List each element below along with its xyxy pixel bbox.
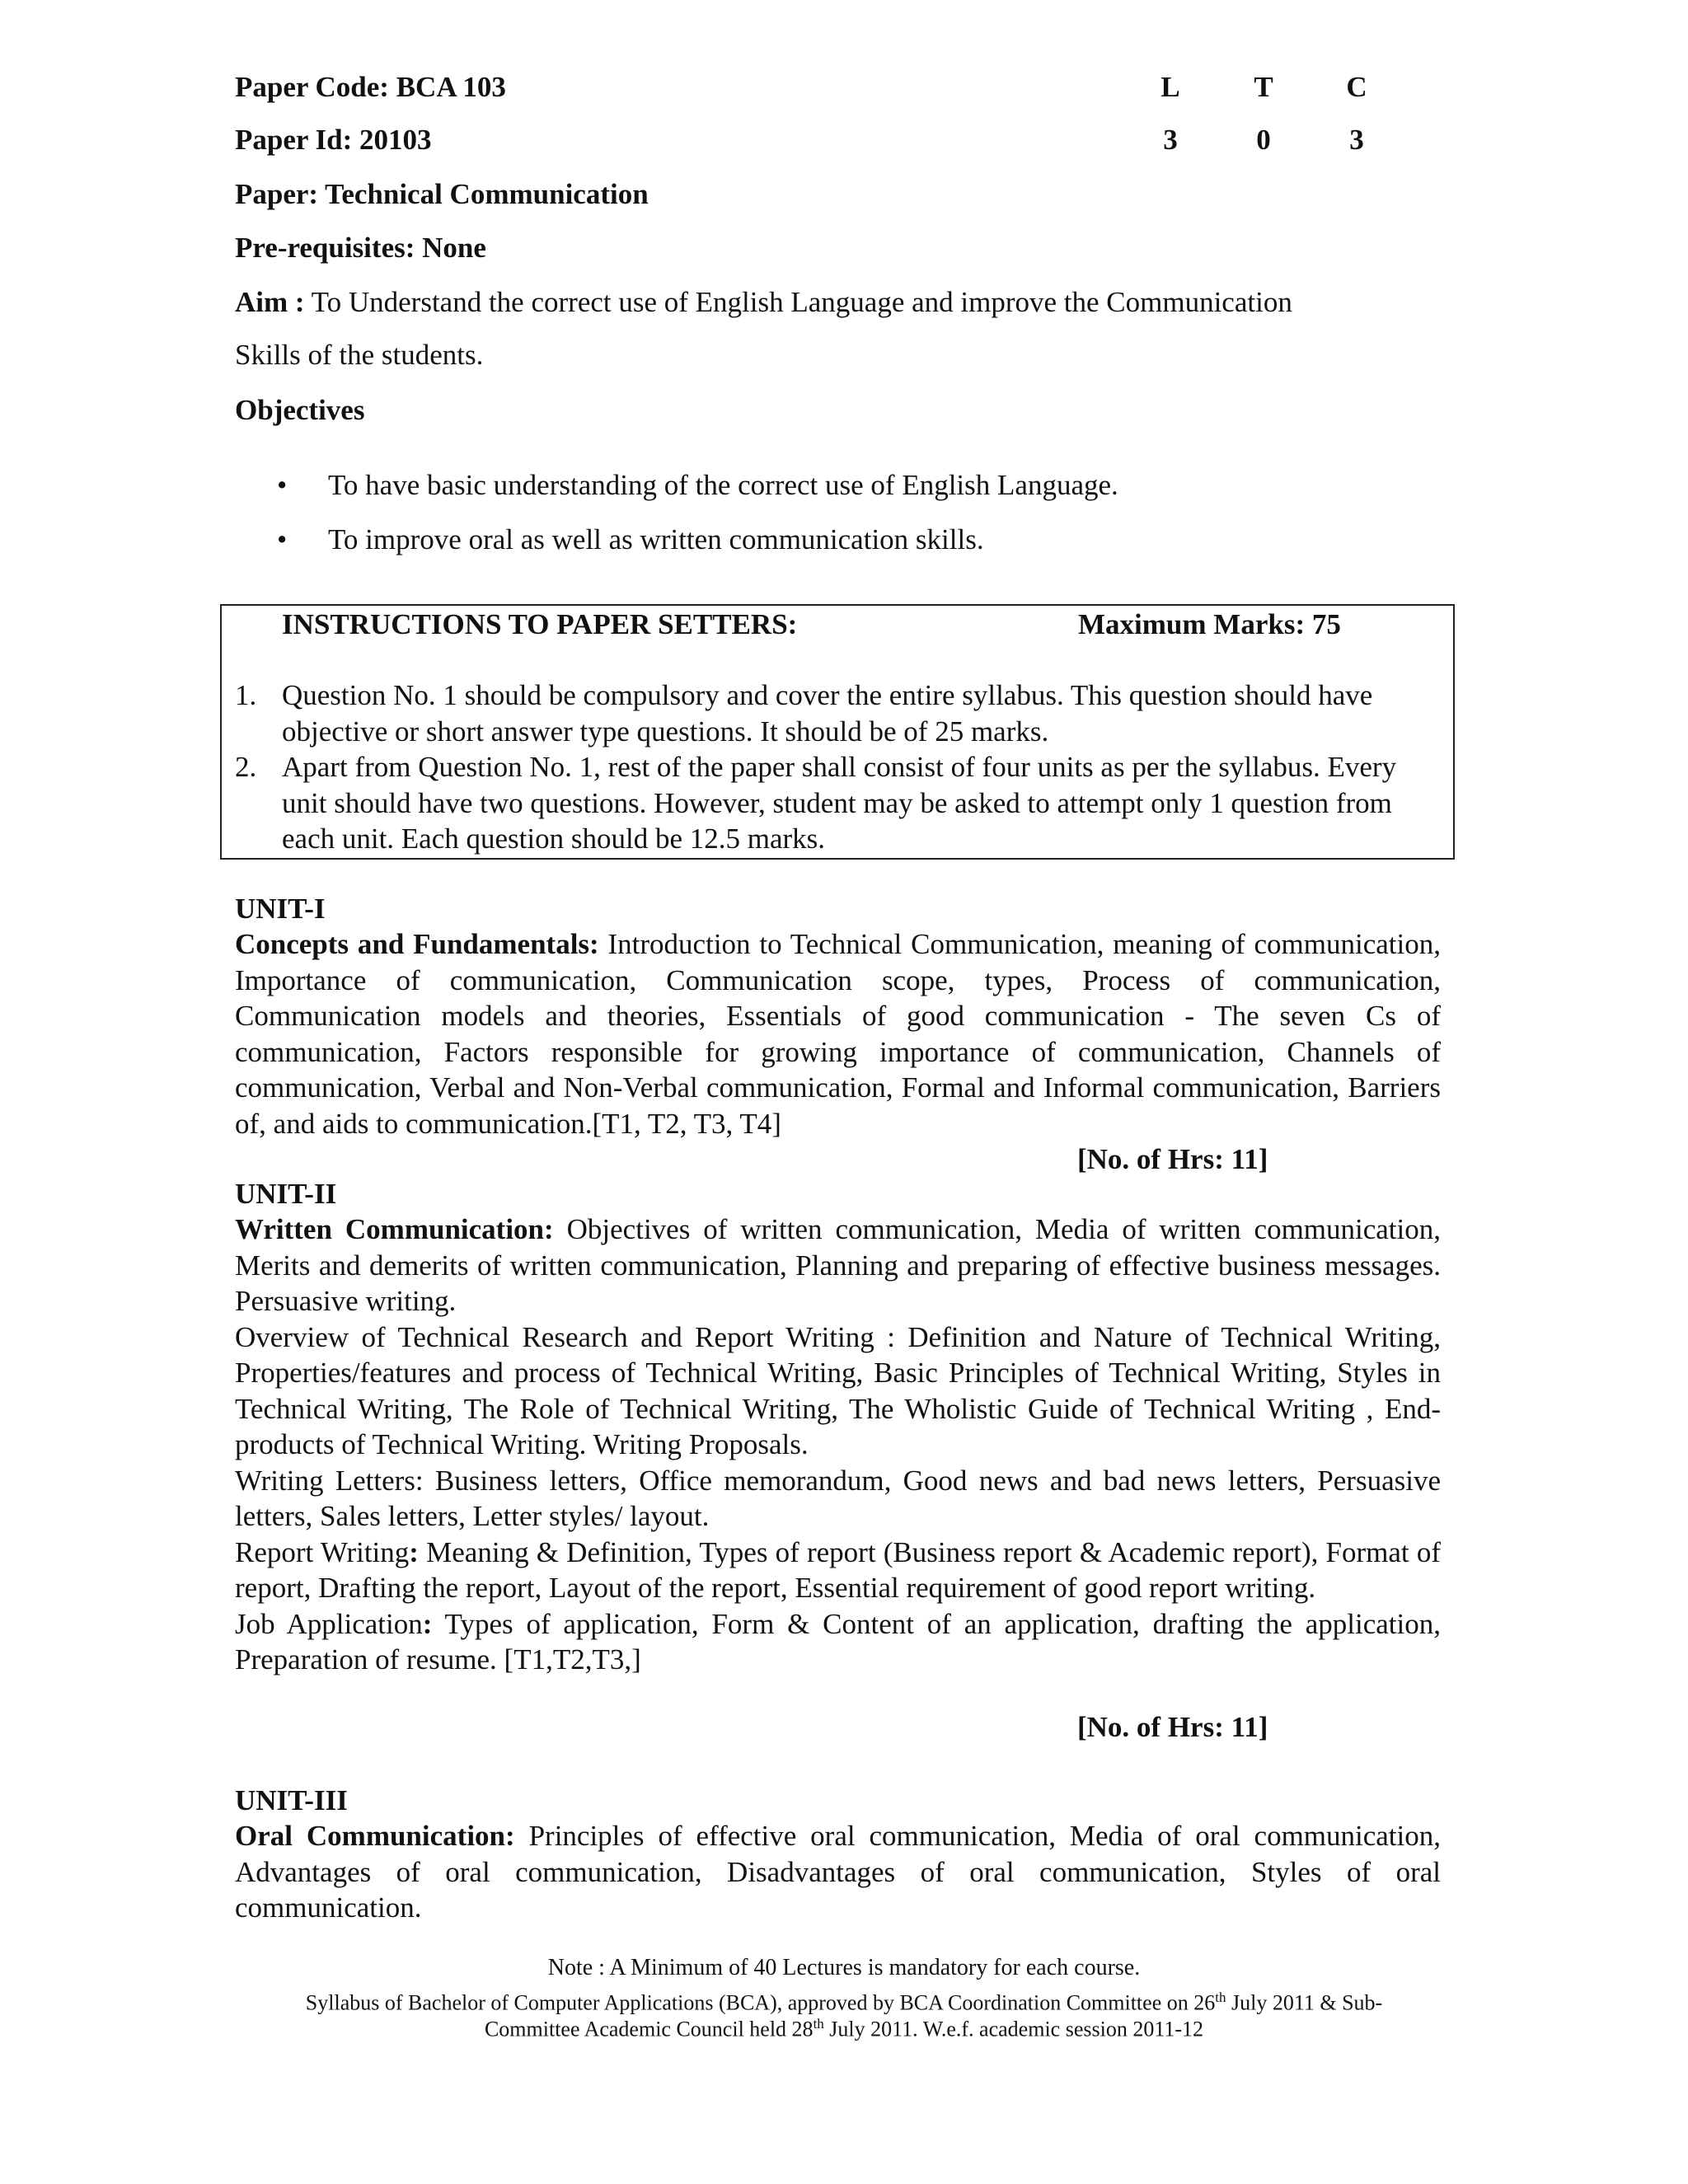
unit-2-report-label: Report Writing (235, 1535, 410, 1568)
objective-item: • To have basic understanding of the correct use of English Language. (272, 458, 1118, 513)
objectives-title: Objectives (235, 394, 365, 426)
footer-line3-sup: th (813, 2016, 824, 2032)
objectives-list (272, 458, 1118, 567)
unit-2-hours: [No. of Hrs: 11] (1077, 1711, 1268, 1743)
ltc-l-value: 3 (1163, 124, 1178, 156)
unit-2-title: UNIT-II (235, 1178, 337, 1210)
unit-3-body (235, 1818, 1441, 1926)
footer-line3-b: July 2011. W.e.f. academic session 2011-12 (823, 2017, 1204, 2041)
aim-text-line2: Skills of the students. (235, 339, 484, 371)
paper-id: Paper Id: 20103 (235, 124, 432, 156)
ltc-t-label: T (1254, 71, 1273, 103)
instruction-number: 1. (235, 679, 257, 711)
ltc-l-label: L (1160, 71, 1180, 103)
ltc-t-value: 0 (1256, 124, 1271, 156)
ltc-c-value: 3 (1349, 124, 1364, 156)
objective-item: • To improve oral as well as written communication skills. (272, 513, 1118, 567)
unit-2-heading: Written Communication: (235, 1213, 554, 1245)
footer-council-line (0, 2011, 1688, 2043)
unit-1-body (235, 926, 1441, 1141)
instructions-list (235, 677, 1422, 857)
unit-1-title: UNIT-I (235, 893, 326, 925)
instructions-title: INSTRUCTIONS TO PAPER SETTERS: (282, 608, 798, 640)
maximum-marks: Maximum Marks: 75 (1078, 608, 1341, 640)
prerequisites: Pre-requisites: None (235, 232, 486, 264)
footer-line3-a: Committee Academic Council held 28 (484, 2017, 814, 2041)
instruction-number: 2. (235, 751, 257, 783)
footer-line2-sup: th (1215, 1990, 1226, 2005)
aim-label: Aim : (235, 286, 305, 318)
unit-2-job-label: Job Application (235, 1607, 423, 1640)
paper-code: Paper Code: BCA 103 (235, 71, 506, 103)
unit-1-hours: [No. of Hrs: 11] (1077, 1143, 1268, 1175)
unit-1-heading: Concepts and Fundamentals: (235, 928, 599, 960)
ltc-c-label: C (1346, 71, 1367, 103)
unit-2-job-text: Types of application, Form & Content of an application, drafting the application, Preparation of resume. [T1,T2,T3,] (235, 1607, 1441, 1675)
footer-line2-a: Syllabus of Bachelor of Computer Applications (BCA), approved by BCA Coordination Committee on 26 (305, 1990, 1216, 2015)
instruction-item (235, 677, 1422, 749)
unit-3-title: UNIT-III (235, 1784, 348, 1816)
instruction-text: Question No. 1 should be compulsory and cover the entire syllabus. This question should have objective or short answer type questions. It should be of 25 marks. (282, 679, 1373, 748)
unit-2-para-technical-writing: Overview of Technical Research and Report Writing : Definition and Nature of Technical Writing, Properties/features and process of Technical Writing, Basic Principles of Technical Writing, Styles in Technical Writing, The Role of Technical Writing, The Wholistic Guide of Technical Writing , End-products of Technical Writing. Writing Proposals. (235, 1320, 1441, 1460)
instruction-item (235, 749, 1422, 857)
unit-2-job-colon: : (422, 1607, 433, 1640)
aim-text-line1: To Understand the correct use of English Language and improve the Communication (304, 286, 1292, 318)
unit-3-heading: Oral Communication: (235, 1820, 515, 1852)
unit-2-body (235, 1212, 1441, 1678)
footer-line2-b: July 2011 & Sub- (1226, 1990, 1383, 2015)
aim (235, 276, 1292, 382)
unit-3-text: Principles of effective oral communication, Media of oral communication, Advantages of oral communication, Disadvantages of oral communication, Styles of oral communication. (235, 1820, 1442, 1924)
unit-2-report-text: Meaning & Definition, Types of report (Business report & Academic report), Format of report, Drafting the report, Layout of the report, Essential requirement of good report writing. (235, 1535, 1442, 1604)
footer-note: Note : A Minimum of 40 Lectures is mandatory for each course. (547, 1955, 1141, 1980)
unit-2-para-letters: Writing Letters: Business letters, Office memorandum, Good news and bad news letters, Persuasive letters, Sales letters, Letter styles/ layout. (235, 1464, 1441, 1532)
unit-2-text: Objectives of written communication, Media of written communication, Merits and demerits of written communication, Planning and preparing of effective business messages. Persuasive writing. (235, 1213, 1442, 1317)
paper-title: Paper: Technical Communication (235, 178, 649, 210)
unit-1-text: Introduction to Technical Communication, meaning of communication, Importance of communication, Communication scope, types, Process of communication, Communication models and theories, Essentials of good communication - The seven Cs of communication, Factors responsible for growing importance of communication, Channels of communication, Verbal and Non-Verbal communication, Formal and Informal communication, Barriers of, and aids to communication.[T1, T2, T3, T4] (235, 928, 1441, 1140)
unit-2-report-colon: : (409, 1535, 419, 1568)
instruction-text: Apart from Question No. 1, rest of the paper shall consist of four units as per the syllabus. Every unit should have two questions. However, student may be asked to attempt only 1 question from each unit. Each question should be 12.5 marks. (282, 751, 1397, 855)
